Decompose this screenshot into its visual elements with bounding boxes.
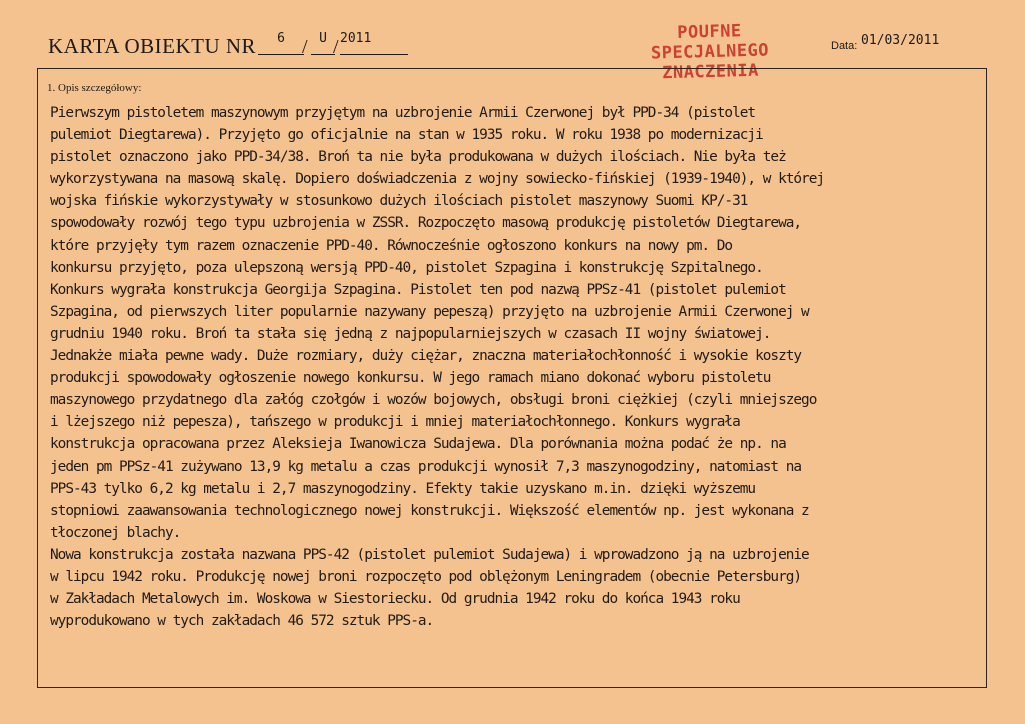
text-line: spowodowały rozwój tego typu uzbrojenia w ZSSR. Rozpoczęto masową produkcję pistoletów Diegtarewa, bbox=[50, 215, 802, 232]
card-box bbox=[37, 68, 987, 688]
object-number-part-3: 2011 bbox=[340, 30, 408, 55]
text-line: Jednakże miała pewne wady. Duże rozmiary, duży ciężar, znaczna materiałochłonność i wysokie koszty bbox=[50, 348, 802, 365]
text-line: stopniowi zaawansowania technologicznego nowej konstrukcji. Większość elementów np. jest wykonana z bbox=[50, 502, 809, 519]
text-line: pulemiot Diegtarewa). Przyjęto go oficjalnie na stan w 1935 roku. W roku 1938 po modernizacji bbox=[50, 127, 763, 144]
date-value: 01/03/2011 bbox=[861, 33, 940, 48]
object-number-part-2: U bbox=[311, 30, 335, 55]
number-separator-1: / bbox=[302, 36, 308, 58]
text-line: tłoczonej blachy. bbox=[50, 524, 181, 541]
text-line: maszynowego przydatnego dla załóg czołgów i wozów bojowych, obsługi broni ciężkiej (czyli mniejszego bbox=[50, 392, 817, 409]
text-line: produkcji spowodowały ogłoszenie nowego konkursu. W jego ramach miano dokonać wyboru pistoletu bbox=[50, 370, 771, 387]
section-label: 1. Opis szczegółowy: bbox=[47, 82, 142, 94]
text-line: jeden pm PPSz-41 zużywano 13,9 kg metalu a czas produkcji wynosił 7,3 maszynogodziny, natomiast na bbox=[50, 458, 802, 475]
text-line: wyprodukowano w tych zakładach 46 572 sztuk PPS-a. bbox=[50, 613, 434, 630]
text-line: pistolet oznaczono jako PPD-34/38. Broń ta nie była produkowana w dużych ilościach. Nie była też bbox=[50, 149, 786, 166]
text-line: grudniu 1940 roku. Broń ta stała się jedną z najpopularniejszych w czasach II wojny światowej. bbox=[50, 325, 771, 342]
text-line: PPS-43 tylko 6,2 kg metalu i 2,7 maszynogodziny. Efekty takie uzyskano m.in. dzięki wyższemu bbox=[50, 480, 756, 497]
text-line: które przyjęły tym razem oznaczenie PPD-40. Równocześnie ogłoszono konkurs na nowy pm. Do bbox=[50, 237, 733, 254]
text-line: konstrukcja opracowana przez Aleksieja Iwanowicza Sudajewa. Dla porównania można podać że np. na bbox=[50, 436, 786, 453]
stamp-line: ZNACZENIA bbox=[661, 60, 760, 84]
header-title: KARTA OBIEKTU NR bbox=[48, 34, 257, 58]
date-label: Data: bbox=[831, 40, 858, 52]
stamp-line: POUFNE bbox=[677, 21, 742, 43]
text-line: Nowa konstrukcja została nazwana PPS-42 (pistolet pulemiot Sudajewa) i wprowadzono ją na uzbrojenie bbox=[50, 546, 809, 563]
text-line: konkursu przyjęto, poza ulepszoną wersją PPD-40, pistolet Szpagina i konstrukcję Szpitalnego. bbox=[50, 259, 763, 276]
text-line: Szpagina, od pierwszych liter popularnie nazywany pepeszą) przyjęto na uzbrojenie Armii Czerwonej w bbox=[50, 303, 809, 320]
text-line: w Zakładach Metalowych im. Woskowa w Siestoriecku. Od grudnia 1942 roku do końca 1943 roku bbox=[50, 591, 740, 608]
object-number-part-1: 6 bbox=[258, 30, 304, 55]
text-line: wojska fińskie wykorzystywały w stosunkowo dużych ilościach pistolet maszynowy Suomi KP/-31 bbox=[50, 193, 748, 210]
text-line: w lipcu 1942 roku. Produkcję nowej broni rozpoczęto pod oblężonym Leningradem (obecnie Petersburg) bbox=[50, 568, 802, 585]
text-line: Konkurs wygrała konstrukcja Georgija Szpagina. Pistolet ten pod nazwą PPSz-41 (pistolet pulemiot bbox=[50, 281, 786, 298]
text-line: wykorzystywana na masową skalę. Dopiero doświadczenia z wojny sowiecko-fińskiej (1939-1940), w której bbox=[50, 171, 825, 188]
stamp-line: SPECJALNEGO bbox=[650, 40, 770, 64]
text-line: Pierwszym pistoletem maszynowym przyjętym na uzbrojenie Armii Czerwonej był PPD-34 (pistolet bbox=[50, 105, 756, 121]
description-text bbox=[50, 102, 978, 632]
text-line: i lżejszego niż pepesza), tańszego w produkcji i mniej materiałochłonnego. Konkurs wygrała bbox=[50, 414, 740, 431]
number-separator-2: / bbox=[333, 36, 339, 58]
